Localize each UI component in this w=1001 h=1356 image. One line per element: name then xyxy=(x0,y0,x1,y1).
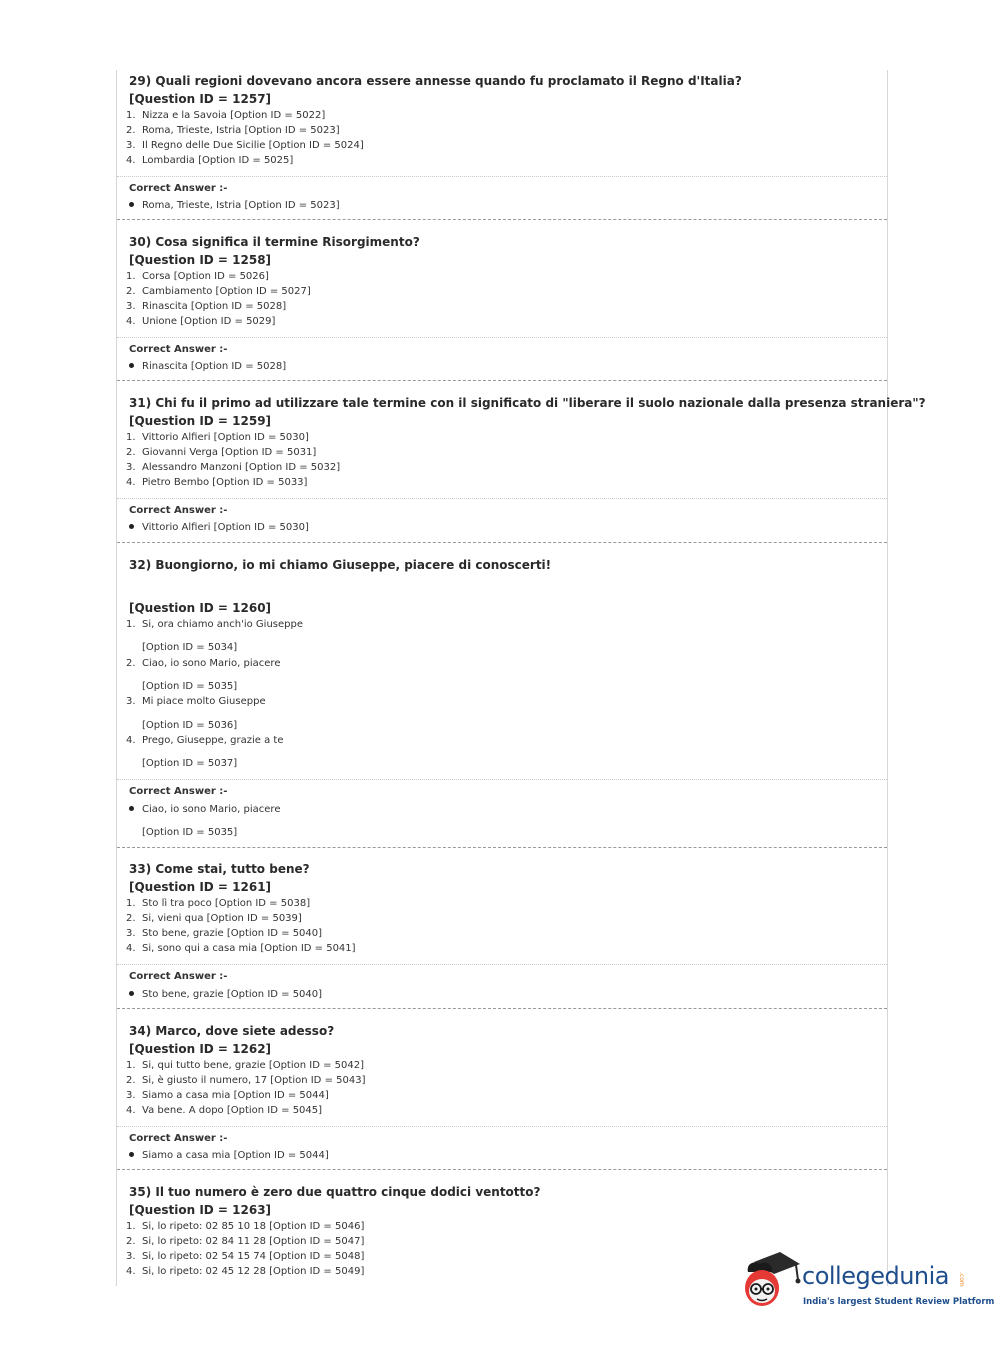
option-id: [Option ID = 5034] xyxy=(142,642,238,653)
divider xyxy=(117,498,887,499)
option-text: Mi piace molto Giuseppe xyxy=(142,696,266,707)
option-item xyxy=(126,1236,364,1247)
bullet-icon xyxy=(129,806,134,811)
option-text: Si, lo ripeto: 02 45 12 28 [Option ID = 5049] xyxy=(142,1266,365,1277)
option-text: Giovanni Verga [Option ID = 5031] xyxy=(142,447,317,458)
logo-wordmark: collegedunia xyxy=(802,1262,950,1290)
bullet-icon xyxy=(129,363,134,368)
option-text: Ciao, io sono Mario, piacere xyxy=(142,658,281,669)
correct-answer-id: [Option ID = 5035] xyxy=(142,827,238,838)
option-number: 1. xyxy=(126,619,136,630)
option-text: Siamo a casa mia [Option ID = 5044] xyxy=(142,1090,329,1101)
option-item xyxy=(126,1105,322,1116)
option-item xyxy=(126,301,286,312)
option-item xyxy=(126,462,340,473)
option-item xyxy=(126,125,340,136)
collegedunia-logo[interactable] xyxy=(740,1250,995,1320)
option-number: 4. xyxy=(126,943,136,954)
option-text: Corsa [Option ID = 5026] xyxy=(142,271,269,282)
bullet-icon xyxy=(129,202,134,207)
correct-answer-label: Correct Answer :- xyxy=(129,183,228,194)
correct-answer-text: Roma, Trieste, Istria [Option ID = 5023] xyxy=(142,200,340,211)
option-item xyxy=(126,140,364,151)
correct-answer xyxy=(129,200,340,211)
correct-answer-text: Ciao, io sono Mario, piacere xyxy=(142,804,281,815)
correct-answer-text: Sto bene, grazie [Option ID = 5040] xyxy=(142,989,323,1000)
option-number: 3. xyxy=(126,1251,136,1262)
divider xyxy=(117,176,887,177)
option-number: 3. xyxy=(126,462,136,473)
option-text: Si, sono qui a casa mia [Option ID = 5041] xyxy=(142,943,356,954)
option-number: 4. xyxy=(126,477,136,488)
question-id: [Question ID = 1262] xyxy=(129,1042,272,1056)
divider xyxy=(117,1126,887,1127)
option-number: 1. xyxy=(126,110,136,121)
question-divider xyxy=(117,1169,887,1170)
question-id: [Question ID = 1260] xyxy=(129,601,272,615)
option-number: 1. xyxy=(126,898,136,909)
option-item xyxy=(126,658,280,669)
option-number: 3. xyxy=(126,140,136,151)
question-id: [Question ID = 1263] xyxy=(129,1203,272,1217)
option-number: 2. xyxy=(126,125,136,136)
option-number: 3. xyxy=(126,696,136,707)
option-number: 3. xyxy=(126,928,136,939)
option-text: Va bene. A dopo [Option ID = 5045] xyxy=(142,1105,323,1116)
option-number: 4. xyxy=(126,155,136,166)
option-number: 2. xyxy=(126,286,136,297)
option-id: [Option ID = 5036] xyxy=(142,720,238,731)
question-divider xyxy=(117,1008,887,1009)
question-id: [Question ID = 1261] xyxy=(129,880,272,894)
option-number: 4. xyxy=(126,1105,136,1116)
option-text: Alessandro Manzoni [Option ID = 5032] xyxy=(142,462,341,473)
option-item xyxy=(126,898,310,909)
option-text: Vittorio Alfieri [Option ID = 5030] xyxy=(142,432,309,443)
option-text: Unione [Option ID = 5029] xyxy=(142,316,276,327)
option-number: 1. xyxy=(126,271,136,282)
option-item xyxy=(126,447,316,458)
bullet-icon xyxy=(129,991,134,996)
correct-answer-label: Correct Answer :- xyxy=(129,971,228,982)
question-title: 35) Il tuo numero è zero due quattro cinque dodici ventotto? xyxy=(129,1185,541,1199)
divider xyxy=(117,337,887,338)
question-divider xyxy=(117,380,887,381)
correct-answer xyxy=(129,804,280,815)
option-item xyxy=(126,696,266,707)
option-item xyxy=(126,1221,364,1232)
correct-answer xyxy=(129,989,322,1000)
option-id: [Option ID = 5037] xyxy=(142,758,238,769)
question-divider xyxy=(117,847,887,848)
option-text: Si, lo ripeto: 02 85 10 18 [Option ID = 5046] xyxy=(142,1221,365,1232)
option-number: 4. xyxy=(126,735,136,746)
option-text: Cambiamento [Option ID = 5027] xyxy=(142,286,311,297)
option-number: 2. xyxy=(126,1236,136,1247)
option-item xyxy=(126,110,325,121)
option-text: Si, ora chiamo anch'io Giuseppe xyxy=(142,619,304,630)
option-text: Prego, Giuseppe, grazie a te xyxy=(142,735,284,746)
divider xyxy=(117,779,887,780)
question-title: 31) Chi fu il primo ad utilizzare tale termine con il significato di "liberare il suolo nazionale dalla presenza straniera"? xyxy=(129,396,926,410)
option-item xyxy=(126,619,303,630)
option-number: 1. xyxy=(126,1221,136,1232)
correct-answer xyxy=(129,361,286,372)
correct-answer xyxy=(129,522,309,533)
option-number: 2. xyxy=(126,1075,136,1086)
option-number: 4. xyxy=(126,316,136,327)
logo-tagline: India's largest Student Review Platform xyxy=(803,1297,995,1307)
bullet-icon xyxy=(129,524,134,529)
option-item xyxy=(126,155,293,166)
option-text: Sto lì tra poco [Option ID = 5038] xyxy=(142,898,311,909)
option-item xyxy=(126,1060,364,1071)
option-text: Si, vieni qua [Option ID = 5039] xyxy=(142,913,302,924)
option-number: 1. xyxy=(126,432,136,443)
option-text: Pietro Bembo [Option ID = 5033] xyxy=(142,477,308,488)
correct-answer-text: Rinascita [Option ID = 5028] xyxy=(142,361,287,372)
question-title: 33) Come stai, tutto bene? xyxy=(129,862,310,876)
question-divider xyxy=(117,219,887,220)
option-text: Rinascita [Option ID = 5028] xyxy=(142,301,287,312)
correct-answer-text: Vittorio Alfieri [Option ID = 5030] xyxy=(142,522,309,533)
option-text: Sto bene, grazie [Option ID = 5040] xyxy=(142,928,323,939)
option-number: 2. xyxy=(126,913,136,924)
option-item xyxy=(126,316,275,327)
option-item xyxy=(126,432,309,443)
option-item xyxy=(126,1251,364,1262)
option-id: [Option ID = 5035] xyxy=(142,681,238,692)
option-text: Si, lo ripeto: 02 54 15 74 [Option ID = 5048] xyxy=(142,1251,365,1262)
question-title: 30) Cosa significa il termine Risorgimento? xyxy=(129,235,420,249)
option-number: 3. xyxy=(126,1090,136,1101)
option-item xyxy=(126,913,302,924)
option-item xyxy=(126,735,283,746)
question-id: [Question ID = 1257] xyxy=(129,92,272,106)
option-text: Si, lo ripeto: 02 84 11 28 [Option ID = 5047] xyxy=(142,1236,365,1247)
option-item xyxy=(126,271,269,282)
question-title: 34) Marco, dove siete adesso? xyxy=(129,1024,335,1038)
option-number: 2. xyxy=(126,447,136,458)
option-text: Si, qui tutto bene, grazie [Option ID = 5042] xyxy=(142,1060,365,1071)
option-item xyxy=(126,928,322,939)
correct-answer-label: Correct Answer :- xyxy=(129,505,228,516)
option-number: 1. xyxy=(126,1060,136,1071)
question-id: [Question ID = 1258] xyxy=(129,253,272,267)
option-text: Il Regno delle Due Sicilie [Option ID = 5024] xyxy=(142,140,364,151)
question-divider xyxy=(117,542,887,543)
correct-answer-label: Correct Answer :- xyxy=(129,1133,228,1144)
option-item xyxy=(126,943,356,954)
option-number: 4. xyxy=(126,1266,136,1277)
option-item xyxy=(126,1266,364,1277)
option-item xyxy=(126,477,307,488)
question-title: 32) Buongiorno, io mi chiamo Giuseppe, piacere di conoscerti! xyxy=(129,558,552,572)
option-number: 2. xyxy=(126,658,136,669)
question-id: [Question ID = 1259] xyxy=(129,414,272,428)
correct-answer-label: Correct Answer :- xyxy=(129,344,228,355)
option-item xyxy=(126,286,311,297)
correct-answer-label: Correct Answer :- xyxy=(129,786,228,797)
option-text: Si, è giusto il numero, 17 [Option ID = 5043] xyxy=(142,1075,366,1086)
option-item xyxy=(126,1090,329,1101)
option-text: Lombardia [Option ID = 5025] xyxy=(142,155,294,166)
option-text: Nizza e la Savoia [Option ID = 5022] xyxy=(142,110,326,121)
option-number: 3. xyxy=(126,301,136,312)
question-title: 29) Quali regioni dovevano ancora essere annesse quando fu proclamato il Regno d'Italia? xyxy=(129,74,742,88)
divider xyxy=(117,964,887,965)
correct-answer xyxy=(129,1150,329,1161)
logo-domain: .com xyxy=(958,1272,965,1287)
option-item xyxy=(126,1075,365,1086)
mascot-icon xyxy=(740,1250,802,1312)
bullet-icon xyxy=(129,1152,134,1157)
option-text: Roma, Trieste, Istria [Option ID = 5023] xyxy=(142,125,340,136)
correct-answer-text: Siamo a casa mia [Option ID = 5044] xyxy=(142,1150,329,1161)
